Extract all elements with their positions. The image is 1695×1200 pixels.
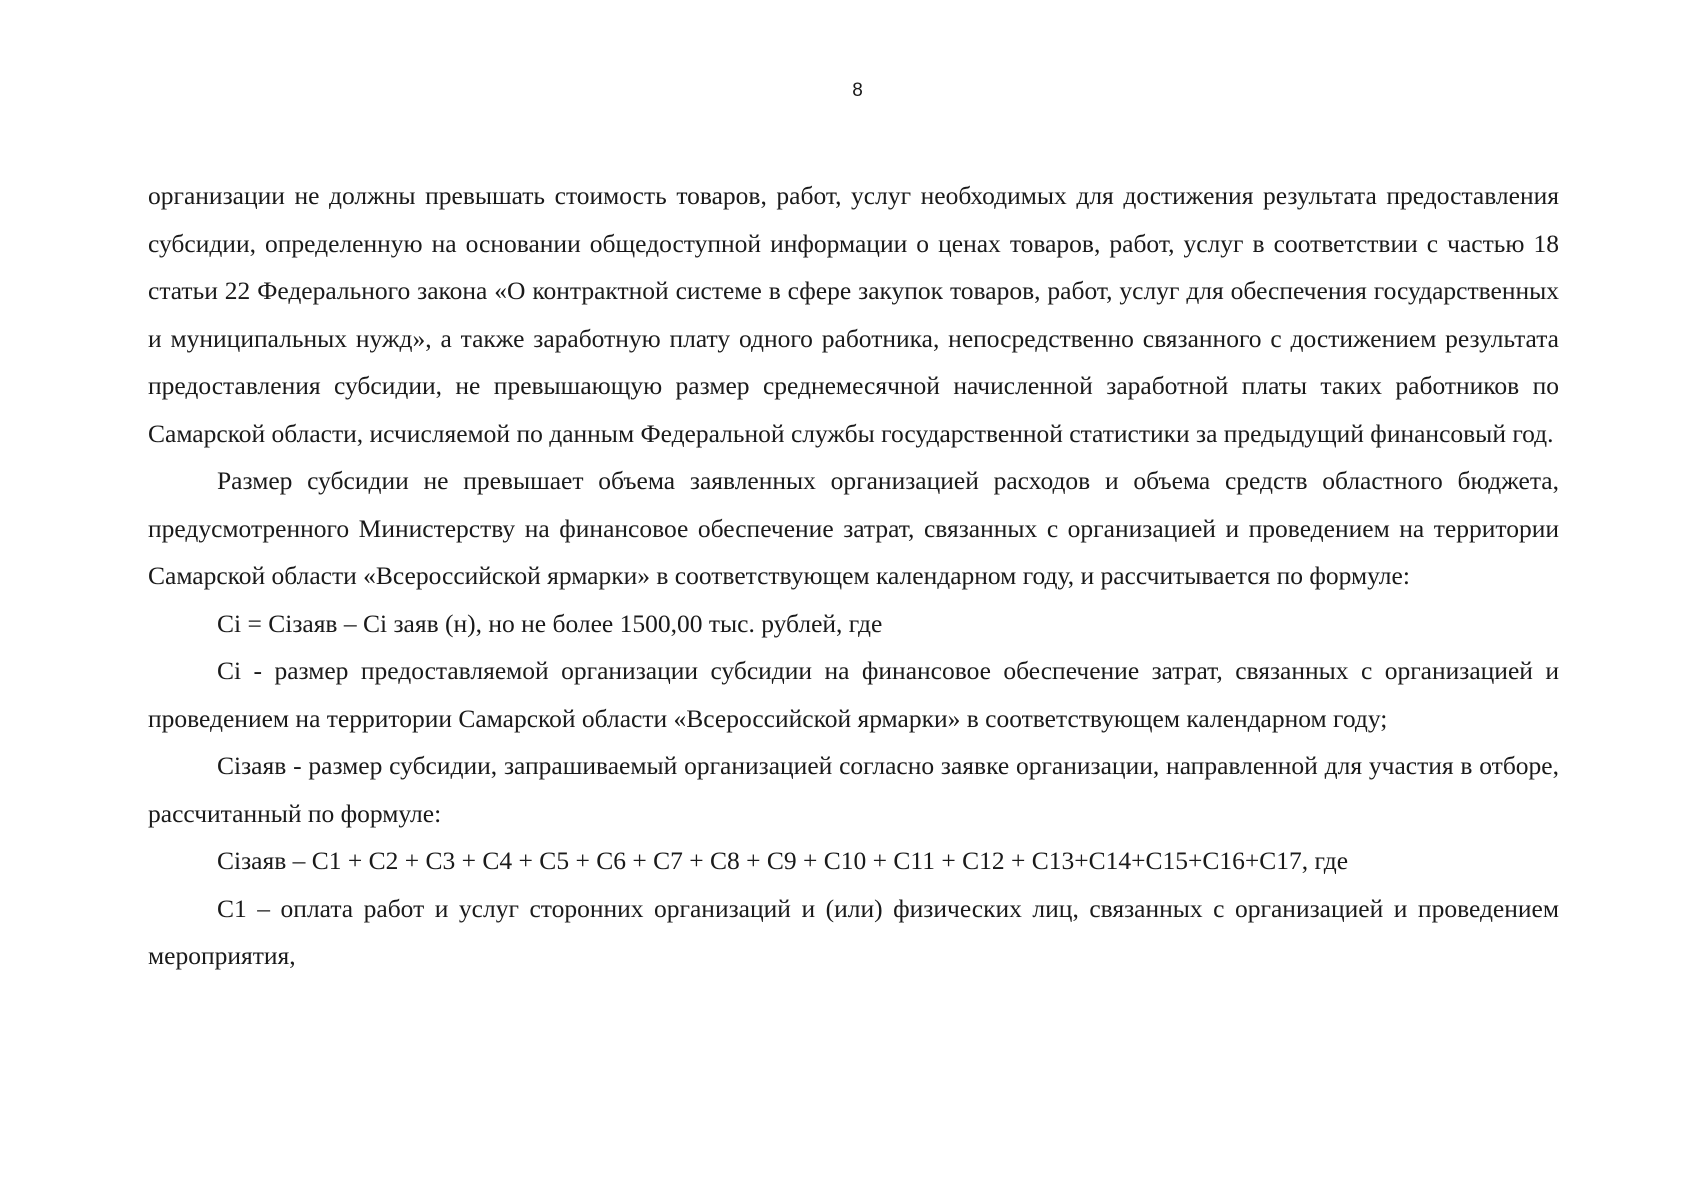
formula-ci: Ci = Ciзаяв – Ci заяв (н), но не более 1500,00 тыс. рублей, где [217,608,883,638]
formula-ci-zayav: Ciзаяв – C1 + C2 + C3 + C4 + C5 + C6 + C7 + C8 + C9 + C10 + C11 + C12 + C13+C14+C15+C16+C17, где [217,846,1349,875]
definition-ci: Ci - размер предоставляемой организации субсидии на финансовое обеспечение затрат, связанных с организацией и проведением на территории Самарской области «Всероссийской ярмарки» в соответствующем календарном году; [148,656,1559,733]
definition-ci-zayav: Ciзаяв - размер субсидии, запрашиваемый организацией согласно заявке организации, направленной для участия в отборе, рассчитанный по формуле: [148,751,1559,828]
paragraph-subsidy-size: Размер субсидии не превышает объема заявленных организацией расходов и объема средств областного бюджета, предусмотренного Министерству на финансовое обеспечение затрат, связанных с организацией и проведением на территории Самарской области «Всероссийской ярмарки» в соответствующем календарном году, и рассчитывается по формуле: [148,466,1559,590]
page-number: 8 [852,80,863,101]
document-body [148,172,1559,980]
definition-c1: C1 – оплата работ и услуг сторонних организаций и (или) физических лиц, связанных с организацией и проведением мероприятия, [148,893,1559,970]
paragraph-continuation: организации не должны превышать стоимость товаров, работ, услуг необходимых для достижения результата предоставления субсидии, определенную на основании общедоступной информации о ценах товаров, работ, услуг в соответствии с частью 18 статьи 22 Федерального закона «О контрактной системе в сфере закупок товаров, работ, услуг для обеспечения государственных и муниципальных нужд», а также заработную плату одного работника, непосредственно связанного с достижением результата предоставления субсидии, не превышающую размер среднемесячной начисленной заработной платы таких работников по Самарской области, исчисляемой по данным Федеральной службы государственной статистики за предыдущий финансовый год. [148,181,1559,448]
